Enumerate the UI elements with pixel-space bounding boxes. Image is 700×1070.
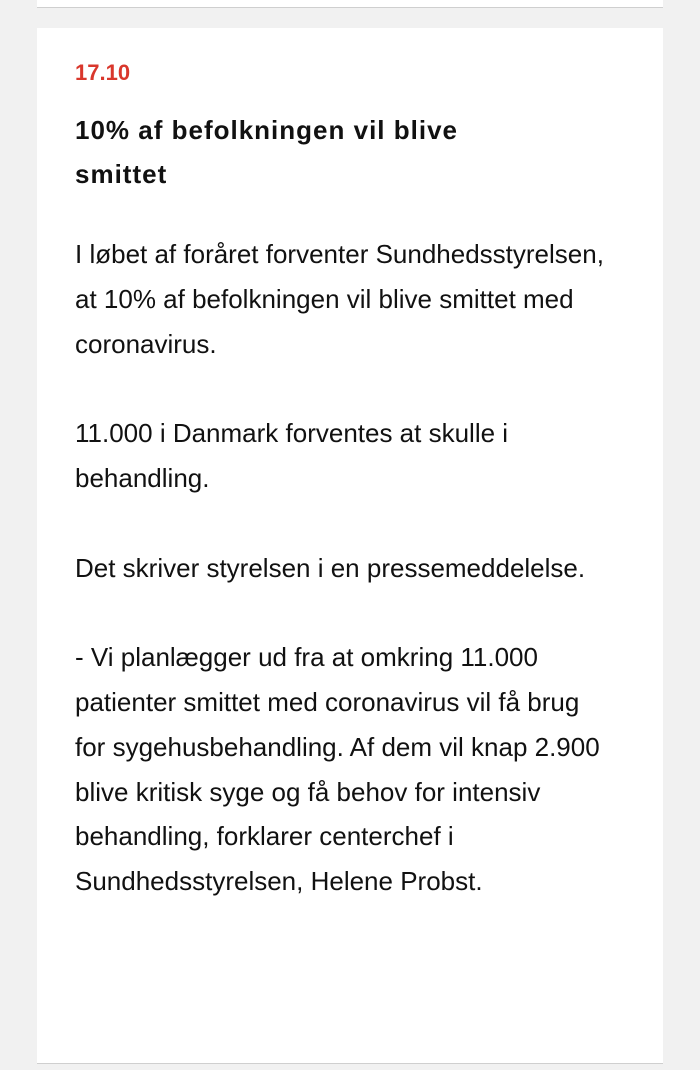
headline: 10% af befolkningen vil blive smittet: [75, 115, 458, 189]
paragraph: - Vi planlægger ud fra at omkring 11.000 patienter smittet med coronavirus vil få brug for sygehusbehandling. Af dem vil knap 2.900 blive kritisk syge og få behov for intensiv behandling, forklarer centerchef i Sundhedsstyrelsen, Helene Probst.: [75, 642, 600, 897]
news-card: [37, 28, 663, 1064]
paragraph: 11.000 i Danmark forventes at skulle i behandling.: [75, 418, 509, 493]
article-body: [75, 232, 625, 904]
paragraph: I løbet af foråret forventer Sundhedsstyrelsen, at 10% af befolkningen vil blive smittet med coronavirus.: [75, 239, 604, 359]
paragraph: Det skriver styrelsen i en pressemeddelelse.: [75, 552, 586, 583]
previous-card-edge: [37, 0, 663, 8]
timestamp: 17.10: [75, 60, 131, 85]
